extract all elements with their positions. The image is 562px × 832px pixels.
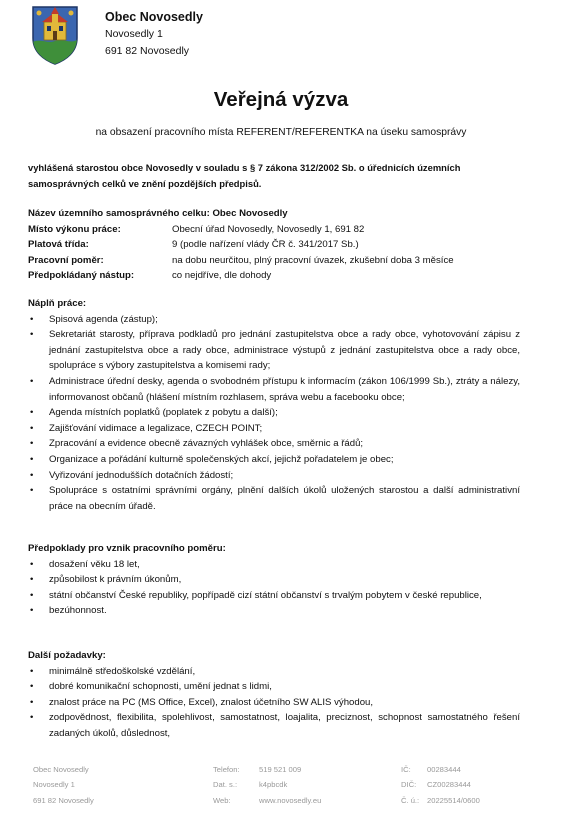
- list-item: • zodpovědnost, flexibilita, spolehlivost, samostatnost, loajalita, preciznost, schopnost samostatného řešení zadaných úkolů, důslednost,: [30, 712, 520, 739]
- bullet-icon: •: [30, 589, 34, 601]
- list-item: • Vyřizování jednodušších dotačních žádostí;: [28, 468, 520, 484]
- list-item: • Sekretariát starosty, příprava podkladů pro jednání zastupitelstva obce a rady obce, vyhotovování zápisu z jednání zastupitelstva obce a rady obce, administrace výstupů z jednání zastupitelstva obce a rady obce, spolupráce s výbory zastupitelstva a komisemi rady;: [30, 329, 520, 372]
- position-info-table: [28, 206, 454, 284]
- list-item: • státní občanství České republiky, popřípadě cizí státní občanství s trvalým pobytem v české republice,: [28, 588, 520, 604]
- intro-paragraph: vyhlášená starostou obce Novosedly v souladu s § 7 zákona 312/2002 Sb. o úřednicích územních samosprávných celků ve znění pozdějších předpisů.: [28, 162, 461, 189]
- org-address-line2: 691 82 Novosedly: [105, 45, 190, 57]
- org-address-line1: Novosedly 1: [105, 28, 163, 40]
- bullet-icon: •: [30, 712, 34, 724]
- requirements-list: [28, 557, 520, 619]
- info-value: Obecní úřad Novosedly, Novosedly 1, 691 82: [172, 223, 365, 235]
- list-item: • způsobilost k právním úkonům,: [28, 572, 520, 588]
- other-requirements-section: [28, 648, 520, 742]
- list-item: • znalost práce na PC (MS Office, Excel), znalost účetního SW ALIS výhodou,: [28, 695, 520, 711]
- list-item: • dosažení věku 18 let,: [28, 557, 520, 573]
- list-item: • dobré komunikační schopnosti, umění jednat s lidmi,: [28, 679, 520, 695]
- info-row: [28, 268, 454, 284]
- bullet-icon: •: [30, 469, 34, 481]
- info-label: Předpokládaný nástup:: [28, 270, 135, 282]
- list-item: • minimálně středoškolské vzdělání,: [28, 664, 520, 680]
- footer-line: 691 82 Novosedly: [33, 795, 94, 805]
- footer-line: Novosedly 1: [33, 780, 75, 790]
- bullet-icon: •: [30, 438, 34, 450]
- job-duties-section: [28, 296, 520, 514]
- section-heading: Další požadavky:: [28, 650, 106, 661]
- job-duties-list: [28, 312, 520, 515]
- page-subtitle: na obsazení pracovního místa REFERENT/REFERENTKA na úseku samosprávy: [95, 127, 467, 138]
- footer-dic: DIČ: CZ00283444: [401, 780, 471, 790]
- list-item: • bezúhonnost.: [28, 603, 520, 619]
- other-requirements-list: [28, 664, 520, 742]
- list-item: • Spolupráce s ostatními správními orgány, plnění dalších úkolů uložených starostou a další administrativní práce na obecním úřadě.: [30, 485, 520, 512]
- info-value: 9 (podle nařízení vlády ČR č. 341/2017 Sb.): [172, 239, 359, 251]
- info-row: [28, 253, 454, 269]
- footer-contacts: [213, 762, 321, 808]
- info-label: Název územního samosprávného celku: Obec Novosedly: [28, 208, 288, 219]
- list-item: • Agenda místních poplatků (poplatek z pobytu a další);: [28, 405, 520, 421]
- list-item: • Organizace a pořádání kulturně společenských akcí, jejichž pořadatelem je obec;: [28, 452, 520, 468]
- bullet-icon: •: [30, 485, 34, 497]
- footer-ids: [401, 762, 480, 808]
- list-item: • Spisová agenda (zástup);: [28, 312, 520, 328]
- bullet-icon: •: [30, 375, 34, 387]
- org-name: Obec Novosedly: [105, 10, 203, 24]
- bullet-icon: •: [30, 605, 34, 617]
- info-row: [28, 206, 454, 222]
- footer-line: Obec Novosedly: [33, 765, 89, 774]
- footer-ic: IČ: 00283444: [401, 765, 461, 774]
- footer-web-link[interactable]: www.novosedly.eu: [259, 795, 322, 805]
- bullet-icon: •: [30, 422, 34, 434]
- bullet-icon: •: [30, 329, 34, 341]
- list-item: • Administrace úřední desky, agenda o svobodném přístupu k informacím (zákon 106/1999 Sb.), ztráty a nálezy, informovanost občanů (hlášení místním rozhlasem, správa webu a facebooku obce;: [30, 375, 520, 403]
- bullet-icon: •: [30, 665, 34, 677]
- bullet-icon: •: [30, 681, 34, 693]
- list-item: • Zpracování a evidence obecně závazných vyhlášek obce, směrnic a řádů;: [28, 436, 520, 452]
- page-footer: [0, 762, 562, 832]
- info-label: Platová třída:: [28, 239, 89, 251]
- bullet-icon: •: [30, 453, 34, 465]
- info-value: co nejdříve, dle dohody: [172, 270, 272, 282]
- info-value: na dobu neurčitou, plný pracovní úvazek, zkušební doba 3 měsíce: [172, 254, 454, 266]
- info-label: Pracovní poměr:: [28, 254, 104, 266]
- section-heading: Náplň práce:: [28, 298, 87, 309]
- requirements-section: [28, 541, 520, 619]
- footer-address: [33, 762, 94, 808]
- bullet-icon: •: [30, 574, 34, 586]
- bullet-icon: •: [30, 696, 34, 708]
- info-label: Místo výkonu práce:: [28, 223, 121, 235]
- coat-of-arms-icon: [30, 4, 80, 66]
- footer-account: Č. ú.: 20225514/0600: [401, 795, 480, 805]
- list-item: • Zajišťování vidimace a legalizace, CZECH POINT;: [28, 421, 520, 437]
- info-row: [28, 222, 454, 238]
- footer-data-box: Dat. s.: k4pbcdk: [213, 780, 288, 790]
- bullet-icon: •: [30, 558, 34, 570]
- bullet-icon: •: [30, 313, 34, 325]
- page-title: Veřejná výzva: [213, 88, 349, 111]
- bullet-icon: •: [30, 407, 34, 419]
- footer-phone: Telefon: 519 521 009: [213, 765, 302, 774]
- organization-header: [105, 8, 203, 60]
- info-row: [28, 237, 454, 253]
- footer-web[interactable]: Web: www.novosedly.eu: [213, 793, 321, 808]
- section-heading: Předpoklady pro vznik pracovního poměru:: [28, 543, 226, 554]
